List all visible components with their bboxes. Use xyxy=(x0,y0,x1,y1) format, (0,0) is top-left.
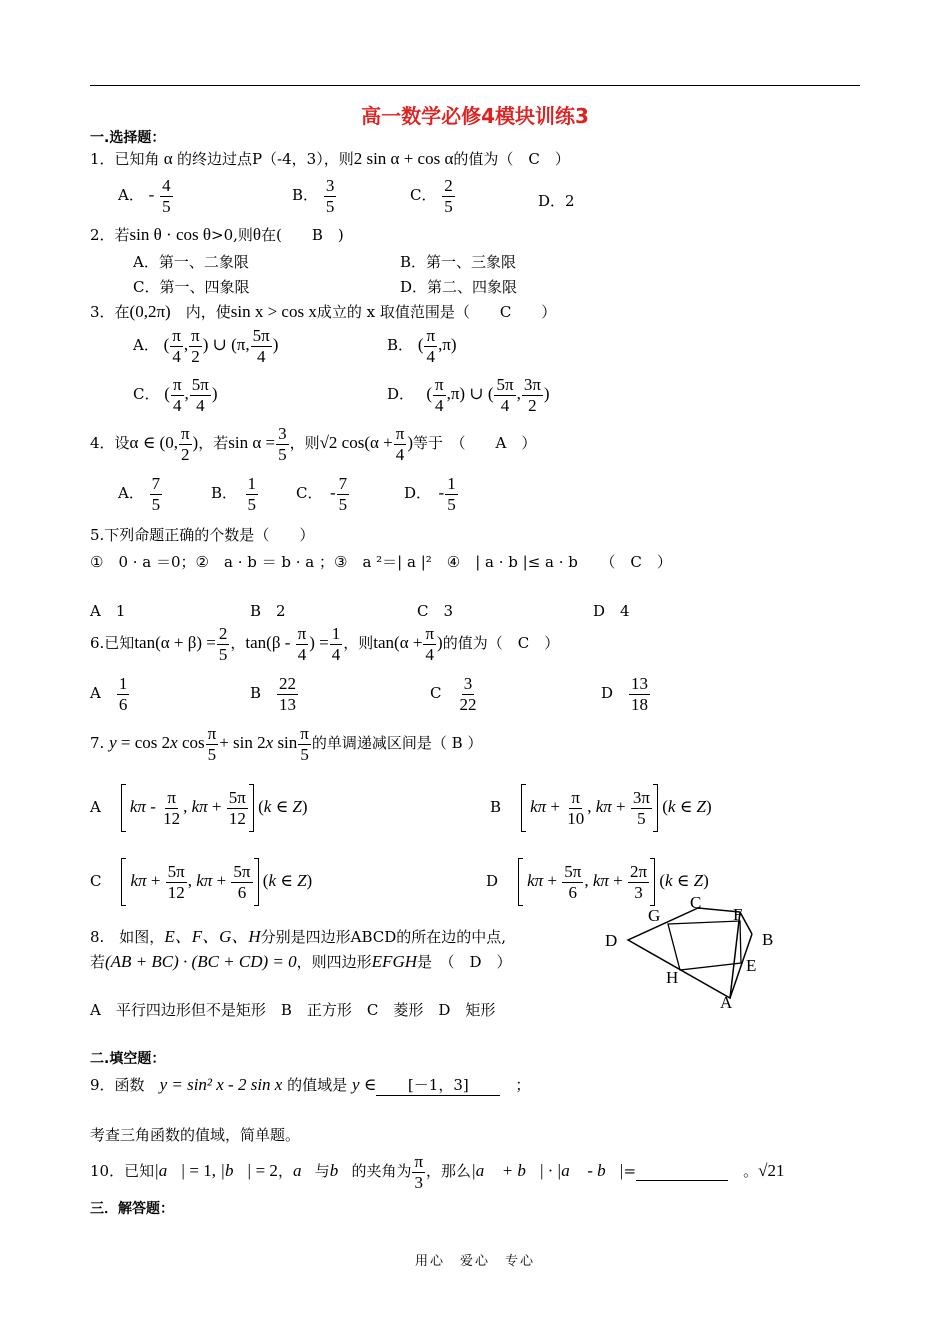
q5-option-a: A 1 xyxy=(90,602,126,620)
q4-option-b: B． $\frac{1}{5}$ xyxy=(211,474,257,514)
q2-option-c: C．第一、四象限 xyxy=(133,278,250,296)
label-h: H xyxy=(666,968,679,987)
q1-option-a: A． - $\frac{4}{5}$ xyxy=(118,176,171,216)
q6-option-c: C $\frac{3}{22}$ xyxy=(430,674,477,714)
q2-option-b: B．第一、三象限 xyxy=(400,253,517,271)
q4-stem: 4．设α ∈ (0, $\frac{\pi}{2}$ )，若sin α = $\frac{3}{5}$ ，则√2 cos(α + $\frac{\pi}{4}$ )等于 （ A ） xyxy=(90,424,537,464)
q5-option-c: C 3 xyxy=(417,602,454,620)
q9-answer: [－1，3] xyxy=(376,1074,500,1096)
q8-stem-1: 8. 如图，E、F、G、H分别是四边形ABCD的所在边的中点, xyxy=(90,927,507,946)
q9-stem: 9．函数 y = sin² x - 2 sin x 的值域是 y ∈ [－1，3] ； xyxy=(90,1075,531,1094)
q7-option-b: B kπ + $\frac{\pi}{10}$ , kπ + $\frac{3\pi}{5}$ (k ∈ Z) xyxy=(490,784,712,832)
q7-stem: 7. y = cos 2x cos $\frac{\pi}{5}$ + sin 2x sin $\frac{\pi}{5}$ 的单调递减区间是（ B ） xyxy=(90,724,483,764)
label-a: A xyxy=(720,993,733,1012)
q8-stem-2: 若(AB + BC) · (BC + CD) = 0，则四边形EFGH是 （ D ） xyxy=(90,952,512,971)
label-b: B xyxy=(762,930,774,949)
q5-option-b: B 2 xyxy=(250,602,286,620)
q7-option-a: A kπ - $\frac{\pi}{12}$ , kπ + $\frac{5\pi}{12}$ (k ∈ Z) xyxy=(90,784,308,832)
q2-option-a: A．第一、二象限 xyxy=(133,253,249,271)
q5-stem: 5.下列命题正确的个数是（ ） xyxy=(90,526,315,544)
label-d: D xyxy=(605,931,618,950)
top-rule xyxy=(90,85,860,86)
footer: 用心 爱心 专心 xyxy=(414,1254,535,1269)
label-e: E xyxy=(746,956,757,975)
q3-option-c: C． ( $\frac{\pi}{4}$ , $\frac{5\pi}{4}$ ) xyxy=(133,375,218,415)
q4-option-a: A． $\frac{7}{5}$ xyxy=(118,474,161,514)
q7-option-d: D kπ + $\frac{5\pi}{6}$ , kπ + $\frac{2\pi}{3}$ (k ∈ Z) xyxy=(486,858,709,906)
section-solve: 三．解答题： xyxy=(90,1201,174,1217)
q1-stem: 1．已知角 α 的终边过点P（-4，3），则2 sin α + cos α的值为（ C ） xyxy=(90,149,570,168)
q4-option-d: D． - $\frac{1}{5}$ xyxy=(404,474,456,514)
q3-option-d: D． ( $\frac{\pi}{4}$ ,π) ∪ ( $\frac{5\pi}{4}$ , $\frac{3\pi}{2}$ ) xyxy=(387,375,550,415)
quadrilateral-diagram xyxy=(600,890,790,1015)
q2-stem: 2．若sin θ · cos θ>0,则θ在( B ) xyxy=(90,225,344,244)
q1-option-b: B． $\frac{3}{5}$ xyxy=(292,176,335,216)
label-f: F xyxy=(733,905,743,924)
q5-option-d: D 4 xyxy=(593,602,630,620)
section-fill: 二.填空题： xyxy=(90,1051,166,1067)
q6-option-a: A $\frac{1}{6}$ xyxy=(90,674,128,714)
page-title: 高一数学必修4模块训练3 xyxy=(361,104,589,128)
q10-answer: √21 xyxy=(758,1161,785,1181)
q3-stem: 3．在(0,2π) 内，使sin x > cos x成立的 x 取值范围是（ C ） xyxy=(90,302,557,321)
q1-option-c: C． $\frac{2}{5}$ xyxy=(410,176,453,216)
q9-note: 考查三角函数的值域，简单题。 xyxy=(90,1126,301,1144)
q7-option-c: C kπ + $\frac{5\pi}{12}$ , kπ + $\frac{5\pi}{6}$ (k ∈ Z) xyxy=(90,858,312,906)
q3-option-b: B． ( $\frac{\pi}{4}$ ,π) xyxy=(387,326,457,366)
q8-options: A 平行四边形但不是矩形 B 正方形 C 菱形 D 矩形 xyxy=(90,1001,496,1019)
q6-option-b: B $\frac{22}{13}$ xyxy=(250,674,297,714)
section-choice: 一.选择题： xyxy=(90,130,166,146)
q1-option-d: D．2 xyxy=(538,192,575,210)
q4-option-c: C． - $\frac{7}{5}$ xyxy=(296,474,348,514)
label-g: G xyxy=(648,906,661,925)
q10-answer-blank xyxy=(636,1162,728,1181)
q3-option-a: A． ( $\frac{\pi}{4}$ , $\frac{\pi}{2}$ ) ∪ (π, $\frac{5\pi}{4}$ ) xyxy=(133,326,279,366)
quad-efgh xyxy=(668,921,741,970)
q6-option-d: D $\frac{13}{18}$ xyxy=(601,674,649,714)
label-c: C xyxy=(690,893,702,912)
q10-stem: 10．已知|a⃗| = 1, |b⃗| = 2，a⃗与b⃗的夹角为 $\frac{\pi}{3}$ ，那么|a⃗ + b⃗| · |a⃗ - b⃗|= 。√21 xyxy=(90,1152,785,1192)
q2-option-d: D．第二、四象限 xyxy=(400,278,518,296)
q6-stem: 6.已知tan(α + β) = $\frac{2}{5}$ ，tan(β - $\frac{\pi}{4}$ ) = $\frac{1}{4}$ ，则tan(α + $\frac{\pi}{4}$ )的值为（ C ） xyxy=(90,624,560,664)
q5-items: ① 0 · a ＝0；② a · b ＝ b · a ；③ a ²＝| a |² ④ | a · b |≤ a · b （ C ） xyxy=(90,553,672,571)
